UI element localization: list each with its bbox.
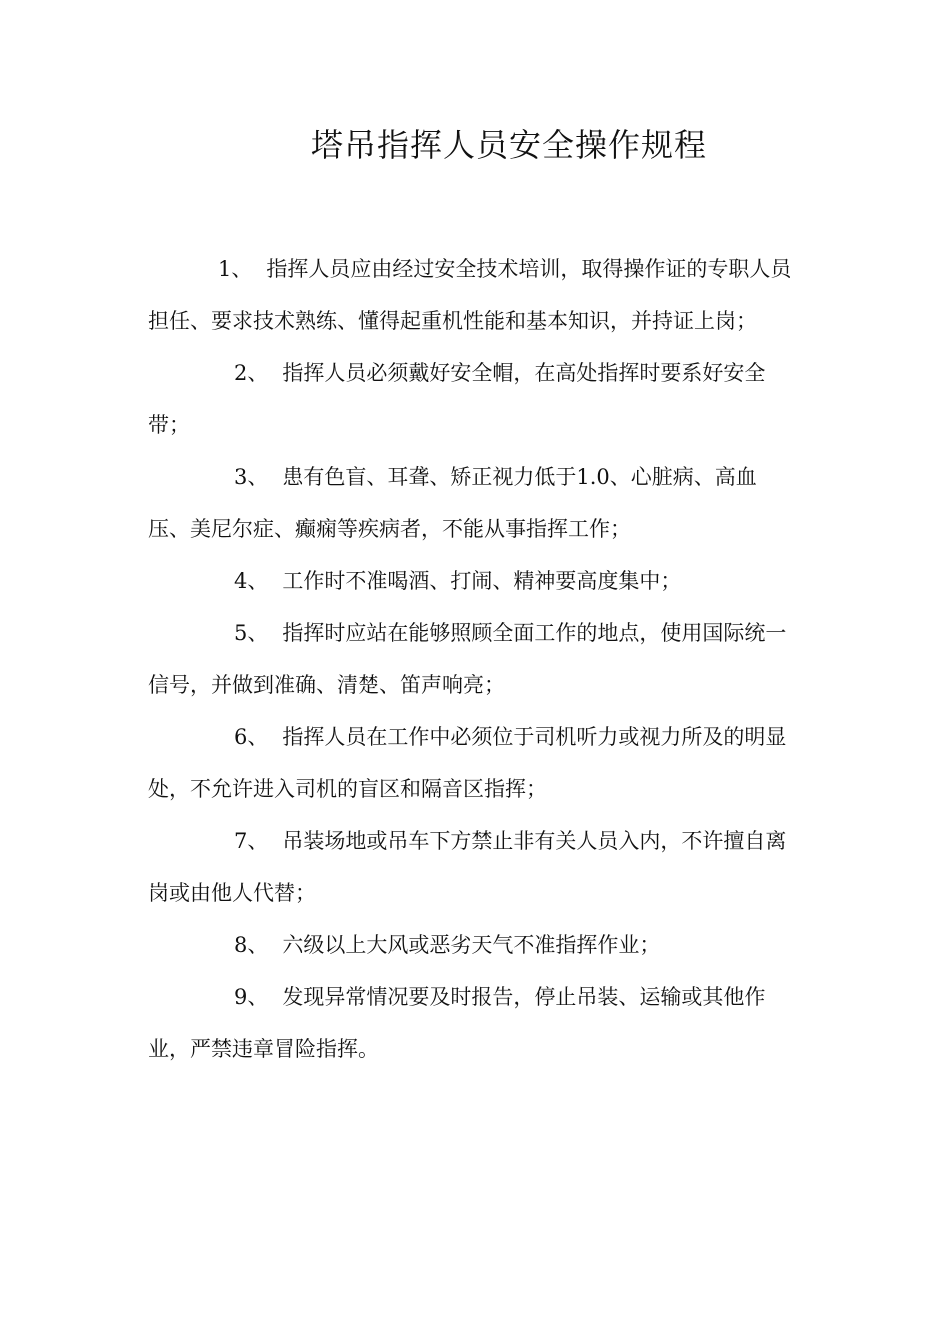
item-number: 4、 [234,569,269,593]
item-text: 指挥时应站在能够照顾全面工作的地点，使用国际统一信号，并做到准确、清楚、笛声响亮； [148,621,787,697]
list-item [148,919,798,971]
list-item [148,347,798,451]
item-text: 吊装场地或吊车下方禁止非有关人员入内，不许擅自离岗或由他人代替； [148,829,787,905]
item-number: 9、 [234,985,269,1009]
item-number: 5、 [234,621,269,645]
item-number: 1、 [218,257,253,281]
item-text: 指挥人员在工作中必须位于司机听力或视力所及的明显处，不允许进入司机的盲区和隔音区指挥； [148,725,787,801]
list-item [148,243,798,347]
list-item [148,971,798,1075]
item-number: 2、 [234,361,269,385]
list-item [148,555,798,607]
item-text: 发现异常情况要及时报告，停止吊装、运输或其他作业，严禁违章冒险指挥。 [148,985,766,1061]
item-number: 6、 [234,725,269,749]
item-number: 7、 [234,829,269,853]
document-body [148,243,798,1075]
item-text: 六级以上大风或恶劣天气不准指挥作业； [282,933,661,957]
item-number: 3、 [234,465,269,489]
item-text: 工作时不准喝酒、打闹、精神要高度集中； [282,569,682,593]
item-number: 8、 [234,933,269,957]
list-item [148,607,798,711]
list-item [148,451,798,555]
list-item [148,815,798,919]
item-text: 指挥人员应由经过安全技术培训，取得操作证的专职人员担任、要求技术熟练、懂得起重机性能和基本知识，并持证上岗； [148,257,792,333]
document-title: 塔吊指挥人员安全操作规程 [310,126,707,164]
item-text: 指挥人员必须戴好安全帽，在高处指挥时要系好安全带； [148,361,766,437]
item-text: 患有色盲、耳聋、矫正视力低于1.0、心脏病、高血压、美尼尔症、癫痫等疾病者，不能从事指挥工作； [148,465,757,541]
list-item [148,711,798,815]
